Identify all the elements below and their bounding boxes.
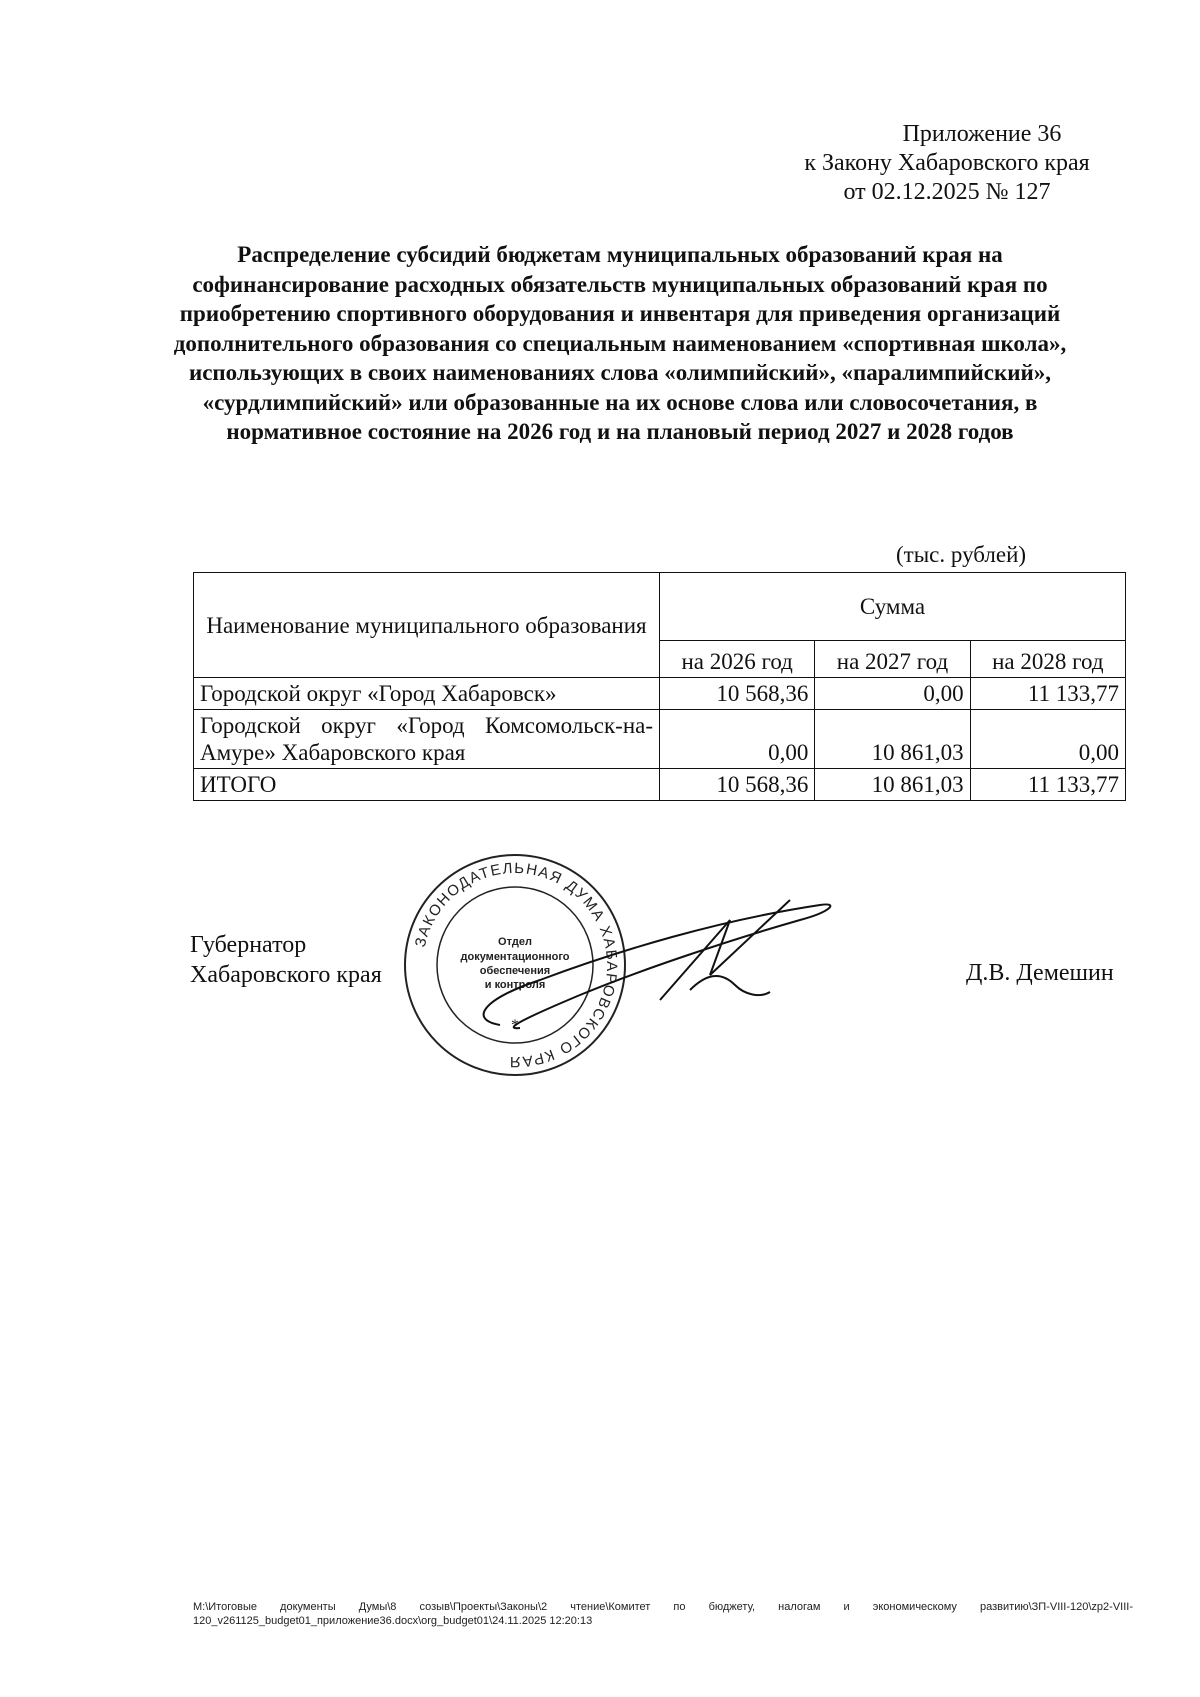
document-title: Распределение субсидий бюджетам муниципальных образований края на софинансирование расходных обязательств муниципальных образований края по приобретению спортивного оборудования и инвентаря для приведения организаций дополнительного образования со специальным наименованием «спортивная школа», использующих в своих наименованиях слова «олимпийский», «паралимпийский», «сурдлимпийский» или образованные на их основе слова или словосочетания, в нормативное состояние на 2026 год и на плановый период 2027 и 2028 годов: [173, 242, 1067, 444]
header-year-2026: на 2026 год: [660, 640, 815, 677]
appendix-header: [767, 120, 1127, 207]
row-value-2027: 10 861,03: [815, 710, 970, 769]
appendix-law-ref: к Закону Хабаровского края: [804, 150, 1090, 176]
total-value-2028: 11 133,77: [970, 769, 1125, 801]
units-label: (тыс. рублей): [896, 542, 1027, 567]
svg-text:ЗАКОНОДАТЕЛЬНАЯ ДУМА ХАБАРОВСК: ЗАКОНОДАТЕЛЬНАЯ ДУМА ХАБАРОВСКОГО КРАЯ: [411, 859, 621, 1071]
row-value-2026: 10 568,36: [660, 678, 815, 710]
row-value-2027: 0,00: [815, 678, 970, 710]
header-year-2028: на 2028 год: [970, 640, 1125, 677]
table-row: [194, 710, 1126, 769]
signatory-position: [190, 930, 382, 990]
appendix-date: от 02.12.2025 № 127: [843, 179, 1051, 205]
total-row: [194, 769, 1126, 801]
file-path-footer: M:\Итоговые документы Думы\8 созыв\Проекты\Законы\2 чтение\Комитет по бюджету, налогам и экономическому развитию\ЗП-VIII-120\zp2-VIII-120_v261125_budget01_приложение36.docx\org_budget01\24.11.2025 12:20:13: [193, 1601, 1133, 1627]
svg-text:*: *: [511, 1017, 519, 1034]
total-value-2027: 10 861,03: [815, 769, 970, 801]
row-value-2028: 0,00: [970, 710, 1125, 769]
total-label: ИТОГО: [194, 769, 660, 801]
svg-text:Отдел: Отдел: [498, 936, 532, 948]
subsidy-table: [193, 572, 1126, 801]
total-value-2026: 10 568,36: [660, 769, 815, 801]
row-municipality: Городской округ «Город Комсомольск-на-Амуре» Хабаровского края: [194, 710, 660, 769]
row-municipality: Городской округ «Город Хабаровск»: [194, 678, 660, 710]
appendix-number: Приложение 36: [902, 121, 1062, 147]
header-municipality: Наименование муниципального образования: [194, 573, 660, 678]
row-value-2028: 11 133,77: [970, 678, 1125, 710]
signatory-title: Губернатор: [190, 932, 307, 958]
row-value-2026: 0,00: [660, 710, 815, 769]
header-sum: Сумма: [660, 573, 1126, 641]
signatory-region: Хабаровского края: [190, 962, 382, 988]
header-year-2027: на 2027 год: [815, 640, 970, 677]
handwritten-signature: [460, 880, 880, 1050]
signatory-name: Д.В. Демешин: [966, 960, 1114, 986]
svg-text:документационного: документационного: [460, 951, 570, 963]
table-row: [194, 678, 1126, 710]
svg-text:обеспечения: обеспечения: [479, 965, 551, 977]
svg-text:и контроля: и контроля: [484, 979, 546, 991]
